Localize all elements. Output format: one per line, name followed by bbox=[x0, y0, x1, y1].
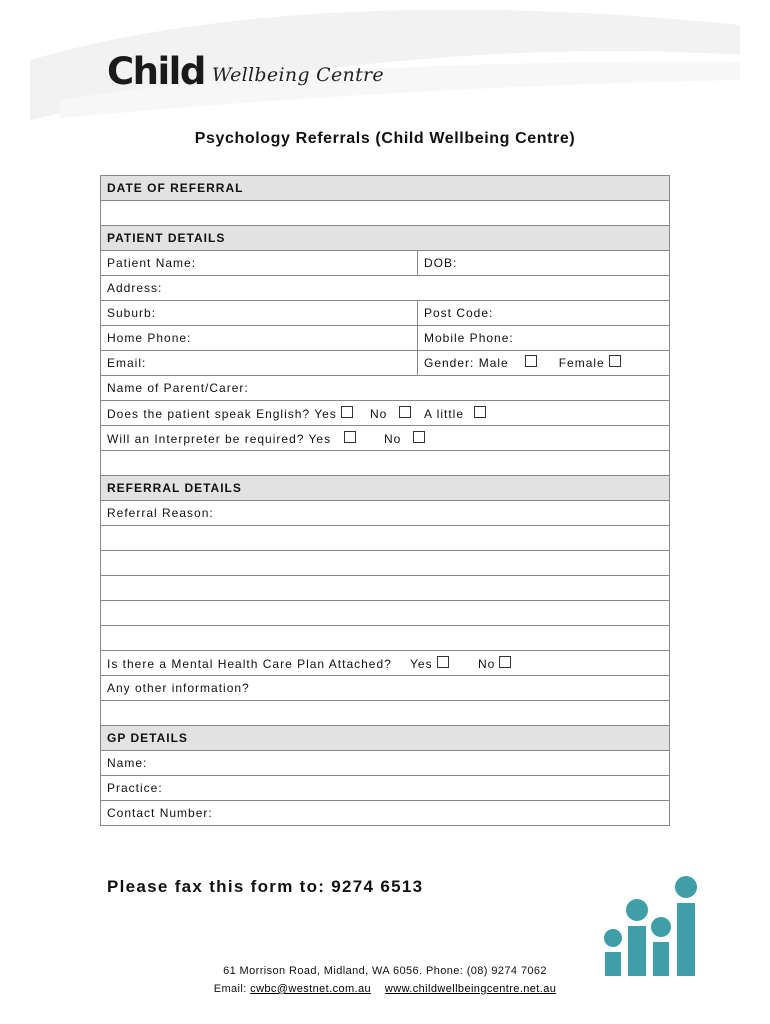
date-of-referral-header: DATE OF REFERRAL bbox=[101, 176, 669, 201]
footer-email-link[interactable]: cwbc@westnet.com.au bbox=[250, 983, 372, 995]
english-no-checkbox[interactable] bbox=[399, 406, 411, 418]
gp-name-field[interactable]: Name: bbox=[107, 756, 148, 770]
referral-reason-line[interactable] bbox=[101, 551, 669, 576]
parent-carer-row bbox=[101, 376, 669, 401]
footer-website-link[interactable]: www.childwellbeingcentre.net.au bbox=[384, 983, 557, 995]
interpreter-label: Will an Interpreter be required? Yes bbox=[107, 426, 356, 451]
date-of-referral-field[interactable] bbox=[101, 201, 669, 226]
footer-address: 61 Morrison Road, Midland, WA 6056. Phone: (08) 9274 7062 bbox=[223, 965, 547, 977]
referral-reason-line[interactable] bbox=[101, 601, 669, 626]
other-info-line[interactable] bbox=[101, 701, 669, 726]
other-info-row bbox=[101, 676, 669, 701]
mhcp-no-label: No bbox=[478, 656, 496, 671]
female-label: Female bbox=[558, 356, 605, 370]
patient-name-field[interactable]: Patient Name: bbox=[107, 256, 197, 270]
english-no-label: No bbox=[370, 406, 388, 421]
address-row bbox=[101, 276, 669, 301]
speak-english-label: Does the patient speak English? Yes bbox=[107, 401, 353, 426]
referral-reason-row bbox=[101, 501, 669, 526]
male-checkbox[interactable] bbox=[525, 355, 537, 367]
speak-english-row bbox=[101, 401, 669, 426]
gp-details-header: GP DETAILS bbox=[101, 726, 669, 751]
interpreter-row bbox=[101, 426, 669, 451]
practice-row bbox=[101, 776, 669, 801]
email-gender-row bbox=[101, 351, 669, 376]
mhcp-row bbox=[101, 651, 669, 676]
post-code-field[interactable]: Post Code: bbox=[417, 301, 669, 325]
contact-number-row bbox=[101, 801, 669, 826]
english-a-little-option bbox=[424, 401, 486, 426]
other-info-label: Any other information? bbox=[107, 681, 250, 695]
gender-field bbox=[417, 351, 669, 375]
child-wellbeing-logo bbox=[107, 44, 384, 93]
page-title: Psychology Referrals (Child Wellbeing Centre) bbox=[194, 130, 576, 147]
address-field[interactable]: Address: bbox=[107, 281, 163, 295]
contact-number-field[interactable]: Contact Number: bbox=[107, 806, 213, 820]
mhcp-yes-label: Yes bbox=[410, 656, 433, 671]
interpreter-no-label: No bbox=[384, 431, 402, 446]
mhcp-no-option bbox=[478, 651, 511, 676]
referral-reason-line[interactable] bbox=[101, 626, 669, 651]
phone-row bbox=[101, 326, 669, 351]
patient-details-header: PATIENT DETAILS bbox=[101, 226, 669, 251]
referral-reason-line[interactable] bbox=[101, 526, 669, 551]
english-yes-checkbox[interactable] bbox=[341, 406, 353, 418]
referral-form bbox=[100, 175, 670, 826]
parent-carer-field[interactable]: Name of Parent/Carer: bbox=[107, 381, 249, 395]
female-checkbox[interactable] bbox=[609, 355, 621, 367]
referral-reason-label: Referral Reason: bbox=[107, 506, 214, 520]
suburb-row bbox=[101, 301, 669, 326]
mhcp-no-checkbox[interactable] bbox=[499, 656, 511, 668]
english-a-little-label: A little bbox=[424, 406, 465, 421]
mhcp-label: Is there a Mental Health Care Plan Attached? bbox=[107, 656, 392, 671]
interpreter-yes-checkbox[interactable] bbox=[344, 431, 356, 443]
footer-email-prefix: Email: bbox=[213, 983, 247, 995]
email-field[interactable]: Email: bbox=[107, 356, 147, 370]
gp-name-row bbox=[101, 751, 669, 776]
mhcp-yes-checkbox[interactable] bbox=[437, 656, 449, 668]
english-a-little-checkbox[interactable] bbox=[474, 406, 486, 418]
interpreter-no-option bbox=[384, 426, 425, 451]
logo-sub-text: Wellbeing Centre bbox=[211, 64, 384, 86]
english-no-option bbox=[370, 401, 411, 426]
mobile-phone-field[interactable]: Mobile Phone: bbox=[417, 326, 669, 350]
footer-links bbox=[190, 980, 580, 998]
gender-male-label: Gender: Male bbox=[424, 356, 509, 370]
patient-name-row bbox=[101, 251, 669, 276]
fax-instruction: Please fax this form to: 9274 6513 bbox=[107, 877, 424, 896]
practice-field[interactable]: Practice: bbox=[107, 781, 163, 795]
suburb-field[interactable]: Suburb: bbox=[107, 306, 157, 320]
mhcp-yes-option bbox=[410, 651, 449, 676]
logo-main-text: Child bbox=[107, 50, 205, 93]
dob-field[interactable]: DOB: bbox=[417, 251, 669, 275]
footer-contact bbox=[190, 962, 580, 998]
blank-row bbox=[101, 451, 669, 476]
four-people-figures-icon bbox=[600, 872, 700, 976]
referral-details-header: REFERRAL DETAILS bbox=[101, 476, 669, 501]
home-phone-field[interactable]: Home Phone: bbox=[107, 331, 192, 345]
interpreter-no-checkbox[interactable] bbox=[413, 431, 425, 443]
referral-reason-line[interactable] bbox=[101, 576, 669, 601]
